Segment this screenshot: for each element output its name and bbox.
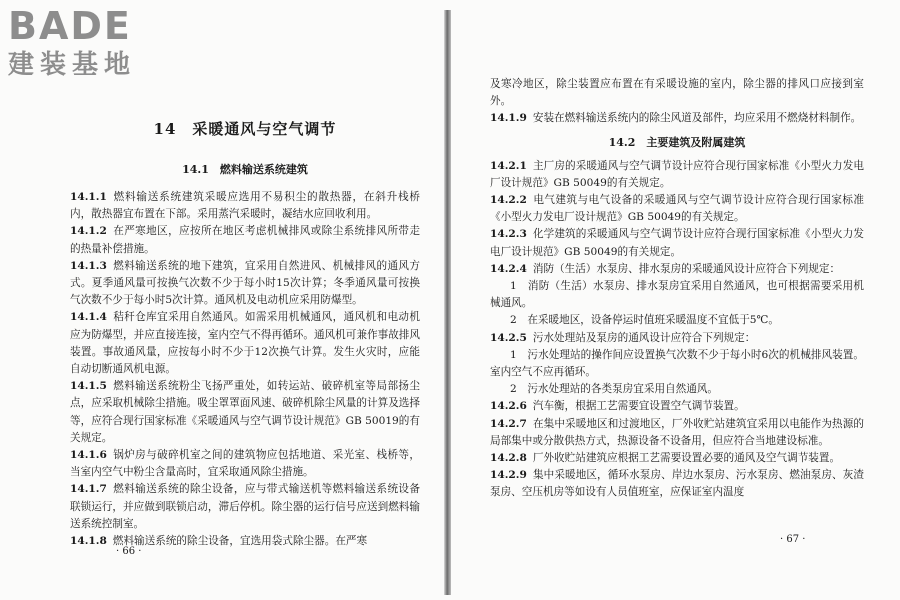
- right-page: [452, 0, 900, 600]
- watermark-logo-text: BADE: [8, 4, 132, 48]
- clause-item: 2 污水处理站的各类泵房宜采用自然通风。: [510, 383, 719, 396]
- clause-number: 14.1.9: [490, 112, 527, 125]
- clause-text: 在严寒地区，应按所在地区考虑机械排风或除尘系统排风所带走的热量补偿措施。: [70, 225, 420, 255]
- clause-number: 14.1.2: [70, 225, 107, 238]
- clause: [490, 158, 864, 192]
- clause-text: 汽车衡，根据工艺需要宜设置空气调节装置。: [532, 400, 745, 413]
- clause-text: 燃料输送系统的除尘设备，应与带式输送机等燃料输送系统设备联锁运行，并应做到联锁启动，滞后停机。除尘器的运行信号应送到燃料输送系统控制室。: [70, 483, 420, 530]
- clause: [70, 189, 420, 223]
- continued-text: 及寒冷地区，除尘装置应布置在有采暖设施的室内，除尘器的排风口应接到室外。: [490, 78, 864, 108]
- clause-number: 14.1.3: [70, 259, 107, 272]
- page-number-right: · 67 ·: [780, 534, 806, 545]
- right-clause-list-top: [490, 110, 864, 127]
- clause: [490, 467, 864, 501]
- clause-item: 1 污水处理站的操作间应设置换气次数不少于每小时6次的机械排风装置。室内空气不应再循环。: [490, 348, 864, 379]
- clause: [70, 378, 420, 447]
- page-number-left: · 66 ·: [116, 546, 142, 557]
- left-page: [0, 0, 448, 600]
- clause: [490, 261, 864, 278]
- clause: [70, 258, 420, 310]
- clause-text: 消防（生活）水泵房、排水泵房的采暖通风设计应符合下列规定：: [532, 262, 841, 275]
- clause-number: 14.1.4: [70, 311, 107, 324]
- watermark-logo-subtext: 建装基地: [8, 50, 137, 80]
- right-clause-list: [490, 158, 864, 502]
- clause-number: 14.2.1: [490, 159, 527, 172]
- clause-item: 1 消防（生活）水泵房、排水泵房宜采用自然通风，也可根据需要采用机械通风。: [490, 280, 864, 310]
- clause-number: 14.2.5: [490, 331, 527, 344]
- clause-number: 14.2.9: [490, 469, 527, 482]
- chapter-title: 14 采暖通风与空气调节: [153, 120, 337, 138]
- clause-number: 14.2.6: [490, 400, 527, 413]
- clause: [490, 110, 864, 127]
- section-title-14-1: 14.1 燃料输送系统建筑: [182, 163, 308, 176]
- clause: [490, 192, 864, 226]
- clause-item: 2 在采暖地区，设备停运时值班采暖温度不宜低于5℃。: [510, 314, 779, 327]
- clause-text: 主厂房的采暖通风与空气调节设计应符合现行国家标准《小型火力发电厂设计规范》GB 50049的有关规定。: [490, 159, 864, 189]
- clause-number: 14.1.5: [70, 380, 107, 393]
- section-title-14-2: 14.2 主要建筑及附属建筑: [608, 135, 746, 149]
- left-clause-list: [70, 189, 420, 550]
- clause-text: 锅炉房与破碎机室之间的建筑物应包括地道、采光室、栈桥等，当室内空气中粉尘含量高时，宜采取通风除尘措施。: [70, 449, 420, 479]
- clause: [490, 330, 864, 347]
- watermark-logo: [8, 6, 178, 88]
- clause-text: 化学建筑的采暖通风与空气调节设计应符合现行国家标准《小型火力发电厂设计规范》GB 50049的有关规定。: [490, 228, 864, 258]
- clause: [70, 481, 420, 533]
- clause: [70, 309, 420, 378]
- clause: [490, 398, 864, 415]
- clause: [70, 447, 420, 481]
- clause: [70, 223, 420, 257]
- clause-number: 14.2.8: [490, 452, 527, 465]
- book-gutter: [444, 10, 451, 595]
- clause-number: 14.2.4: [490, 262, 527, 275]
- clause-text: 安装在燃料输送系统内的除尘风道及部件，均应采用不燃烧材料制作。: [532, 112, 862, 125]
- clause-text: 燃料输送系统的除尘设备，宜选用袋式除尘器。在严寒: [112, 535, 368, 548]
- clause-text: 燃料输送系统建筑采暖应选用不易积尘的散热器，在斜升栈桥内，散热器宜布置在下部。采用蒸汽采暖时，凝结水应回收利用。: [70, 191, 420, 221]
- clause-text: 在集中采暖地区和过渡地区，厂外收贮站建筑宜采用以电能作为热源的局部集中或分散供热方式，热源设备不设备用，但应符合当地建设标准。: [490, 417, 864, 447]
- clause: [490, 450, 864, 467]
- clause-text: 厂外收贮站建筑应根据工艺需要设置必要的通风及空气调节装置。: [532, 452, 841, 465]
- clause-text: 电气建筑与电气设备的采暖通风与空气调节设计应符合现行国家标准《小型火力发电厂设计规范》GB 50049的有关规定。: [490, 194, 864, 224]
- clause-text: 秸秆仓库宜采用自然通风。如需采用机械通风，通风机和电动机应为防爆型，并应直接连接，室内空气不得再循环。通风机可兼作事故排风装置。事故通风量，应按每小时不少于12次换气计算。发生火灾时，应能自动切断通风机电源。: [70, 311, 420, 376]
- clause-number: 14.1.1: [70, 191, 107, 203]
- clause-number: 14.2.2: [490, 194, 527, 207]
- clause-number: 14.1.6: [70, 449, 107, 462]
- clause-text: 污水处理站及泵房的通风设计应符合下列规定：: [532, 331, 756, 344]
- clause-text: 燃料输送系统的地下建筑，宜采用自然进风、机械排风的通风方式。夏季通风量可按换气次数不少于每小时15次计算；冬季通风量可按换气次数不少于每小时5次计算。通风机及电动机应采用防爆型。: [70, 259, 420, 307]
- clause-number: 14.2.3: [490, 228, 527, 241]
- clause-text: 集中采暖地区，循环水泵房、岸边水泵房、污水泵房、燃油泵房、灰渣泵房、空压机房等如设有人员值班室，应保证室内温度: [490, 469, 864, 499]
- clause-number: 14.1.8: [70, 535, 107, 548]
- clause: [490, 416, 864, 450]
- clause-number: 14.1.7: [70, 483, 107, 496]
- clause: [490, 226, 864, 260]
- clause-text: 燃料输送系统粉尘飞扬严重处，如转运站、破碎机室等局部扬尘点，应采取机械除尘措施。吸尘罩罩面风速、破碎机除尘风量的计算及选择等，应符合现行国家标准《采暖通风与空气调节设计规范》GB 50019的有关规定。: [70, 380, 420, 444]
- clause-number: 14.2.7: [490, 417, 527, 430]
